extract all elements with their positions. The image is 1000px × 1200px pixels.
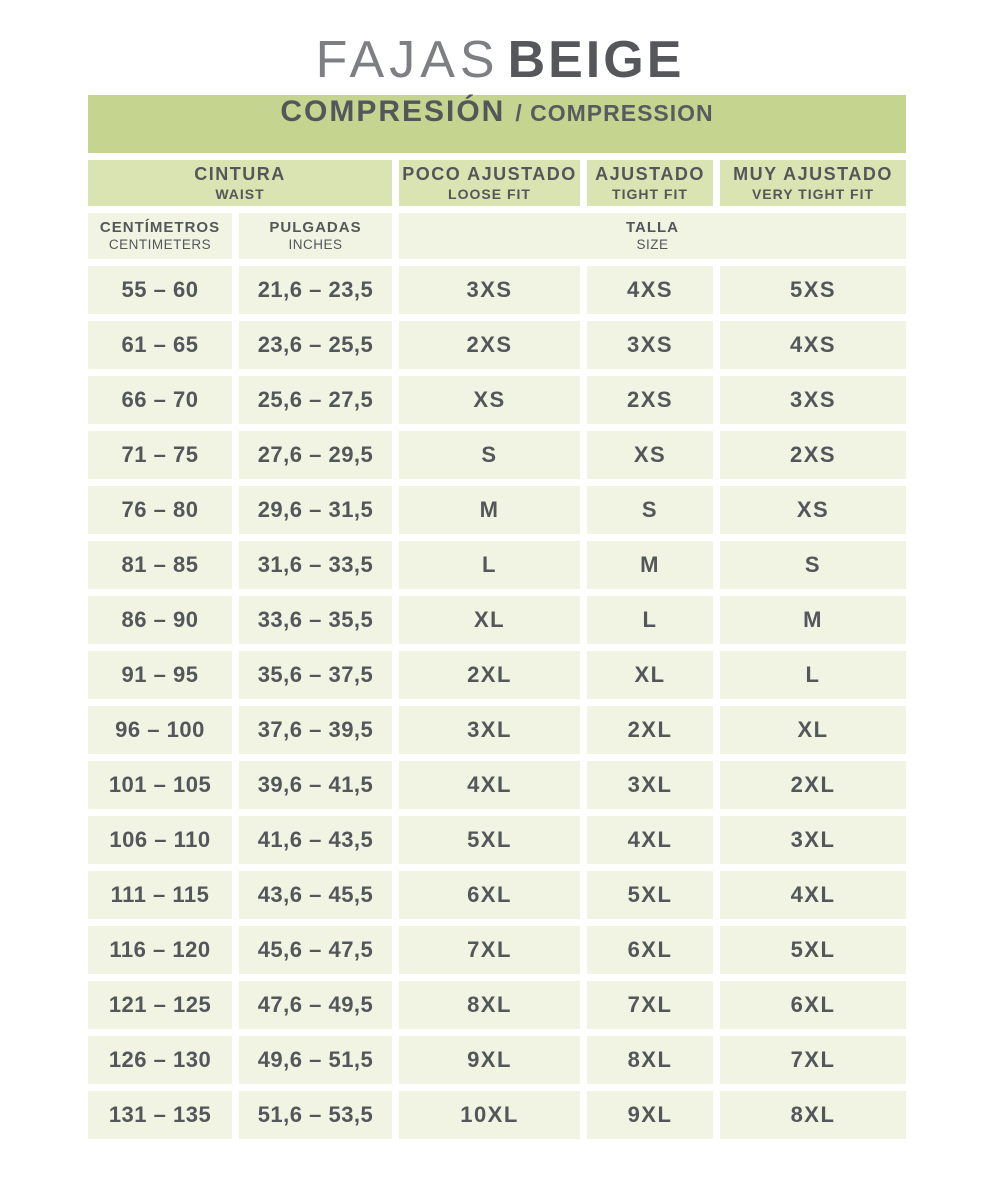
- row-14-cell-loose: 8XL: [399, 981, 580, 1029]
- page-title: [0, 0, 1000, 95]
- size-label-en: SIZE: [636, 237, 669, 253]
- row-1-cell-very-tight: 5XS: [720, 266, 906, 314]
- row-12-cell-loose: 6XL: [399, 871, 580, 919]
- centimeters-label-en: CENTIMETERS: [108, 237, 212, 253]
- row-12-cell-inches: 43,6 – 45,5: [239, 871, 392, 919]
- row-4-cell-loose: S: [399, 431, 580, 479]
- row-5-cell-very-tight: XS: [720, 486, 906, 534]
- row-2-cell-loose: 2XS: [399, 321, 580, 369]
- compression-label-en: / COMPRESSION: [515, 100, 714, 126]
- row-10-cell-tight: 3XL: [587, 761, 713, 809]
- row-4-cell-cm: 71 – 75: [88, 431, 232, 479]
- row-10-cell-inches: 39,6 – 41,5: [239, 761, 392, 809]
- row-13-cell-inches: 45,6 – 47,5: [239, 926, 392, 974]
- row-11-cell-loose: 5XL: [399, 816, 580, 864]
- row-11-cell-very-tight: 3XL: [720, 816, 906, 864]
- row-8-cell-cm: 91 – 95: [88, 651, 232, 699]
- row-6-cell-inches: 31,6 – 33,5: [239, 541, 392, 589]
- row-15-cell-loose: 9XL: [399, 1036, 580, 1084]
- row-3-cell-very-tight: 3XS: [720, 376, 906, 424]
- row-1-cell-loose: 3XS: [399, 266, 580, 314]
- row-7-cell-loose: XL: [399, 596, 580, 644]
- tight-fit-label-en: TIGHT FIT: [612, 185, 688, 202]
- row-2-cell-very-tight: 4XS: [720, 321, 906, 369]
- row-12-cell-cm: 111 – 115: [88, 871, 232, 919]
- column-header-tight-fit: [587, 160, 713, 206]
- row-16-cell-loose: 10XL: [399, 1091, 580, 1139]
- row-16-cell-tight: 9XL: [587, 1091, 713, 1139]
- row-5-cell-inches: 29,6 – 31,5: [239, 486, 392, 534]
- row-14-cell-tight: 7XL: [587, 981, 713, 1029]
- row-13-cell-cm: 116 – 120: [88, 926, 232, 974]
- row-11-cell-tight: 4XL: [587, 816, 713, 864]
- row-15-cell-very-tight: 7XL: [720, 1036, 906, 1084]
- column-header-loose-fit: [399, 160, 580, 206]
- column-header-waist: [88, 160, 392, 206]
- row-15-cell-tight: 8XL: [587, 1036, 713, 1084]
- compression-label-es: COMPRESIÓN: [280, 95, 506, 128]
- row-7-cell-very-tight: M: [720, 596, 906, 644]
- centimeters-label-es: CENTÍMETROS: [99, 219, 221, 237]
- row-13-cell-very-tight: 5XL: [720, 926, 906, 974]
- loose-fit-label-es: POCO AJUSTADO: [402, 164, 577, 185]
- row-14-cell-cm: 121 – 125: [88, 981, 232, 1029]
- row-11-cell-inches: 41,6 – 43,5: [239, 816, 392, 864]
- row-7-cell-inches: 33,6 – 35,5: [239, 596, 392, 644]
- title-fajas-text: FAJAS: [315, 31, 500, 89]
- column-header-very-tight-fit: [720, 160, 906, 206]
- waist-label-es: CINTURA: [194, 164, 286, 185]
- row-14-cell-inches: 47,6 – 49,5: [239, 981, 392, 1029]
- size-label-es: TALLA: [625, 219, 680, 237]
- row-16-cell-cm: 131 – 135: [88, 1091, 232, 1139]
- row-10-cell-loose: 4XL: [399, 761, 580, 809]
- row-16-cell-inches: 51,6 – 53,5: [239, 1091, 392, 1139]
- row-5-cell-cm: 76 – 80: [88, 486, 232, 534]
- column-header-size: [399, 213, 906, 259]
- row-13-cell-tight: 6XL: [587, 926, 713, 974]
- row-3-cell-inches: 25,6 – 27,5: [239, 376, 392, 424]
- compression-size-table: [88, 95, 912, 1139]
- row-8-cell-very-tight: L: [720, 651, 906, 699]
- row-9-cell-loose: 3XL: [399, 706, 580, 754]
- row-15-cell-inches: 49,6 – 51,5: [239, 1036, 392, 1084]
- very-tight-fit-label-en: VERY TIGHT FIT: [751, 185, 875, 202]
- loose-fit-label-en: LOOSE FIT: [448, 185, 531, 202]
- row-11-cell-cm: 106 – 110: [88, 816, 232, 864]
- waist-label-en: WAIST: [215, 185, 265, 202]
- row-9-cell-inches: 37,6 – 39,5: [239, 706, 392, 754]
- compression-band: [88, 95, 906, 153]
- inches-label-es: PULGADAS: [269, 219, 362, 237]
- row-6-cell-very-tight: S: [720, 541, 906, 589]
- row-8-cell-tight: XL: [587, 651, 713, 699]
- tight-fit-label-es: AJUSTADO: [595, 164, 705, 185]
- row-1-cell-tight: 4XS: [587, 266, 713, 314]
- row-9-cell-cm: 96 – 100: [88, 706, 232, 754]
- row-6-cell-cm: 81 – 85: [88, 541, 232, 589]
- very-tight-fit-label-es: MUY AJUSTADO: [733, 164, 893, 185]
- row-7-cell-cm: 86 – 90: [88, 596, 232, 644]
- row-14-cell-very-tight: 6XL: [720, 981, 906, 1029]
- row-4-cell-very-tight: 2XS: [720, 431, 906, 479]
- row-15-cell-cm: 126 – 130: [88, 1036, 232, 1084]
- row-5-cell-tight: S: [587, 486, 713, 534]
- row-3-cell-tight: 2XS: [587, 376, 713, 424]
- row-2-cell-tight: 3XS: [587, 321, 713, 369]
- row-3-cell-cm: 66 – 70: [88, 376, 232, 424]
- row-9-cell-very-tight: XL: [720, 706, 906, 754]
- row-4-cell-tight: XS: [587, 431, 713, 479]
- row-8-cell-inches: 35,6 – 37,5: [239, 651, 392, 699]
- row-3-cell-loose: XS: [399, 376, 580, 424]
- row-4-cell-inches: 27,6 – 29,5: [239, 431, 392, 479]
- row-7-cell-tight: L: [587, 596, 713, 644]
- row-16-cell-very-tight: 8XL: [720, 1091, 906, 1139]
- row-2-cell-cm: 61 – 65: [88, 321, 232, 369]
- row-1-cell-inches: 21,6 – 23,5: [239, 266, 392, 314]
- row-1-cell-cm: 55 – 60: [88, 266, 232, 314]
- inches-label-en: INCHES: [288, 237, 343, 253]
- column-header-inches: [239, 213, 392, 259]
- row-6-cell-tight: M: [587, 541, 713, 589]
- row-10-cell-very-tight: 2XL: [720, 761, 906, 809]
- row-2-cell-inches: 23,6 – 25,5: [239, 321, 392, 369]
- row-9-cell-tight: 2XL: [587, 706, 713, 754]
- row-13-cell-loose: 7XL: [399, 926, 580, 974]
- row-10-cell-cm: 101 – 105: [88, 761, 232, 809]
- row-6-cell-loose: L: [399, 541, 580, 589]
- row-12-cell-very-tight: 4XL: [720, 871, 906, 919]
- column-header-centimeters: [88, 213, 232, 259]
- row-8-cell-loose: 2XL: [399, 651, 580, 699]
- title-beige-text: BEIGE: [507, 31, 685, 89]
- row-12-cell-tight: 5XL: [587, 871, 713, 919]
- row-5-cell-loose: M: [399, 486, 580, 534]
